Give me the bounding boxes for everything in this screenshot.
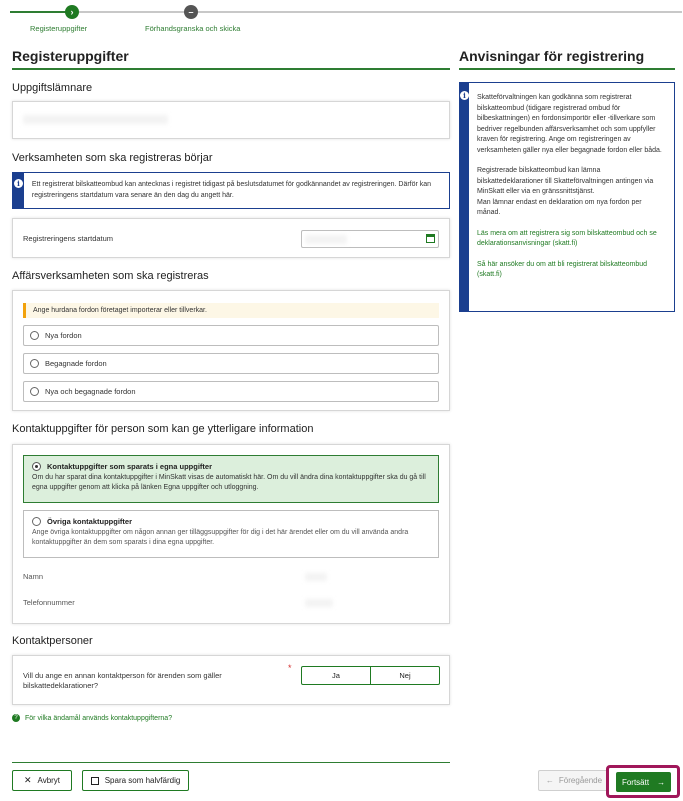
yes-button[interactable]: Ja (302, 667, 371, 684)
close-icon: ✕ (23, 775, 32, 785)
help-icon: ? (12, 714, 20, 722)
start-date-input[interactable] (301, 230, 439, 248)
section-title-contactpersons: Kontaktpersoner (12, 635, 93, 647)
start-date-redacted (305, 235, 347, 244)
start-info-text: Ett registrerat bilskatteombud kan antecknas i registret tidigast på beslutsdatumet för godkännandet av registreringen. Därför kan registreringens startdatum vara senare än den dag du angett här. (31, 181, 432, 199)
instructions-p1: Skatteförvaltningen kan godkänna som registrerat bilskatteombud (tidigare registrerad ombud för bilbeskattningen) en fordonsimportör eller -tillverkare som bedriver regelbunden affärsverksamhet och som uppfyller kraven för registrering. Ange om registreringen av verksamheten gäller nya eller begagnade fordon eller båda. (477, 94, 662, 154)
instructions-p3: Man lämnar endast en deklaration om nya fordon per månad. (477, 198, 642, 216)
next-button-label: Fortsätt (621, 777, 650, 787)
instructions-panel (459, 48, 675, 312)
section-title-start: Verksamheten som ska registreras börjar (12, 152, 213, 164)
arrow-right-icon: → (657, 777, 666, 787)
start-date-label: Registreringens startdatum (23, 234, 114, 243)
instructions-p2: Registrerade bilskatteombud kan lämna bilskattedeklarationer till Skatteförvaltningen antingen via MinSkatt eller via en gränssnittstjänst. (477, 167, 654, 195)
contact-option-other-desc: Ange övriga kontaktuppgifter om någon annan ger tilläggsuppgifter för dig i det här ärendet eller om du vill använda andra kontaktuppgifter än dem som sparats i dina egna uppgifter. (32, 529, 409, 546)
save-icon (91, 777, 99, 785)
calendar-icon[interactable] (426, 234, 435, 243)
footer-divider (12, 762, 450, 763)
radio-circle-icon[interactable] (30, 387, 39, 396)
phone-label: Telefonnummer (23, 598, 75, 607)
radio-circle-icon[interactable] (30, 359, 39, 368)
previous-button[interactable] (538, 770, 610, 791)
previous-button-label: Föregående (558, 776, 603, 785)
business-card (12, 290, 450, 411)
name-label: Namn (23, 572, 44, 581)
contact-card (12, 444, 450, 624)
radio-label: Nya och begagnade fordon (45, 387, 136, 396)
step1-chevron-icon: › (65, 5, 79, 19)
instructions-title: Anvisningar för registrering (459, 48, 675, 70)
radio-label: Nya fordon (45, 331, 82, 340)
section-title-uppgiftslamnare: Uppgiftslämnare (12, 82, 93, 94)
step2-minus-icon: – (184, 5, 198, 19)
contactpersons-card (12, 655, 450, 705)
save-draft-button[interactable] (82, 770, 189, 791)
radio-label: Begagnade fordon (45, 359, 107, 368)
contact-option-saved[interactable] (23, 455, 439, 503)
no-button[interactable]: Nej (399, 671, 411, 680)
name-redacted (305, 573, 327, 581)
purpose-link-text[interactable]: För vilka ändamål används kontaktuppgifterna? (25, 714, 173, 722)
step2-label: Förhandsgranska och skicka (145, 24, 241, 33)
info-icon: i (460, 91, 469, 100)
start-date-card (12, 218, 450, 258)
business-hint: Ange hurdana fordon företaget importerar eller tillverkar. (23, 303, 439, 318)
contact-option-saved-desc: Om du har sparat dina kontaktuppgifter i MinSkatt visas de automatiskt här. Om du vill ändra dina kontaktuppgifter ska du gå till egna uppgifter genom att klicka på länken Egna uppgifter och utloggning. (32, 474, 426, 491)
instructions-link-1[interactable]: Läs mera om att registrera sig som bilskatteombud och se deklarationsanvisningar (skatt.fi) (477, 229, 657, 247)
page-title: Registeruppgifter (12, 48, 450, 70)
section-title-contact: Kontaktuppgifter för person som kan ge ytterligare information (12, 423, 314, 435)
purpose-link[interactable] (12, 714, 450, 722)
contactperson-question: Vill du ange en annan kontaktperson för ärenden som gäller bilskattedeklarationer? (23, 671, 222, 690)
cancel-button[interactable] (12, 770, 72, 791)
yes-no-toggle (301, 666, 440, 685)
start-info-box (12, 172, 450, 209)
radio-checked-icon[interactable] (32, 462, 41, 471)
next-button[interactable] (616, 772, 671, 792)
phone-redacted (305, 599, 333, 607)
section-title-business: Affärsverksamheten som ska registreras (12, 270, 209, 282)
uppgiftslamnare-card (12, 101, 450, 139)
contact-option-other[interactable] (23, 510, 439, 558)
contact-option-saved-title: Kontaktuppgifter som sparats i egna uppgifter (47, 462, 213, 471)
progress-stepper (0, 0, 683, 40)
contact-option-other-title: Övriga kontaktuppgifter (47, 517, 133, 526)
instructions-link-2[interactable]: Så här ansöker du om att bli registrerat bilskatteombud (skatt.fi) (477, 260, 648, 278)
radio-circle-icon[interactable] (30, 331, 39, 340)
cancel-button-label: Avbryt (37, 776, 61, 785)
stepper-line-done (10, 11, 70, 13)
radio-nya-fordon[interactable] (23, 325, 439, 346)
step1-label: Registeruppgifter (30, 24, 88, 33)
radio-nya-och-begagnade[interactable] (23, 381, 439, 402)
next-button-highlight (606, 765, 680, 798)
arrow-left-icon: ← (545, 776, 554, 785)
required-mark: * (288, 663, 292, 673)
radio-circle-icon[interactable] (32, 517, 41, 526)
info-icon: i (14, 179, 23, 188)
radio-begagnade-fordon[interactable] (23, 353, 439, 374)
save-draft-button-label: Spara som halvfärdig (104, 776, 181, 785)
stepper-line-todo (72, 11, 682, 13)
main-form (12, 48, 450, 722)
uppgiftslamnare-redacted (23, 115, 168, 124)
instructions-box (459, 82, 675, 312)
